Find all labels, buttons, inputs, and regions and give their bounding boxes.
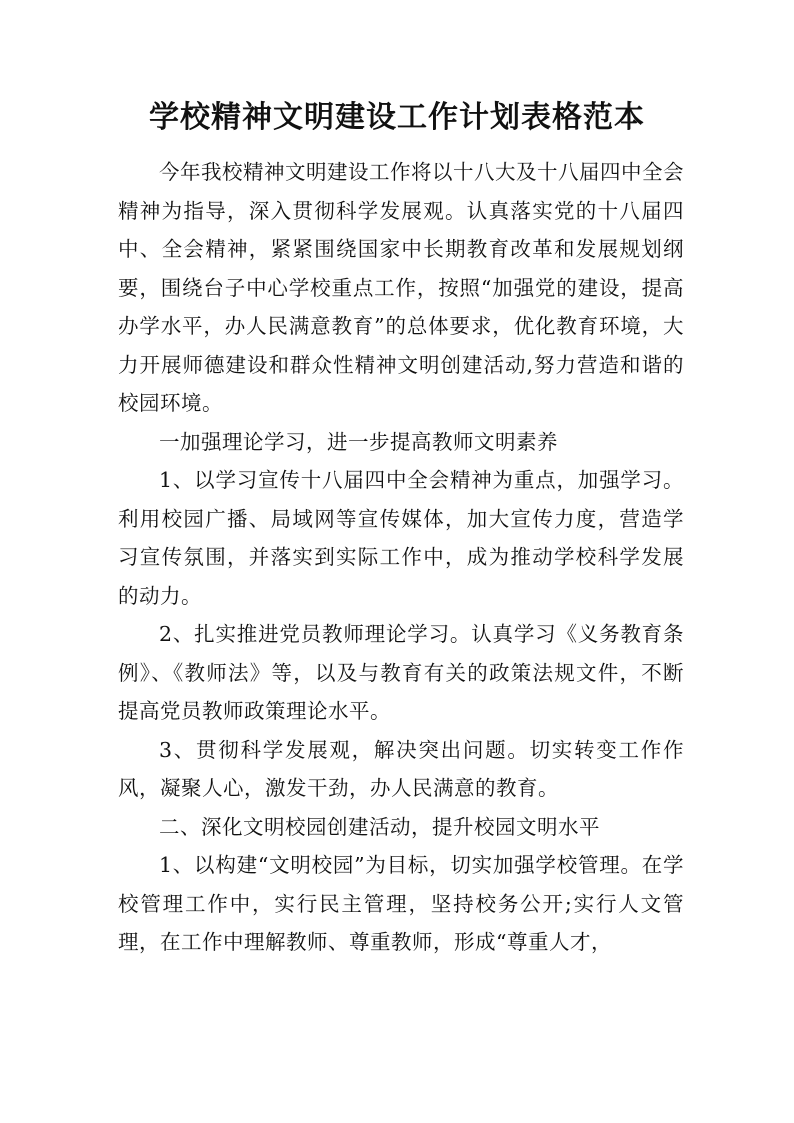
paragraph-item: 1、以构建“文明校园”为目标，切实加强学校管理。在学校管理工作中，实行民主管理，坚持校务公开;实行人文管理，在工作中理解教师、尊重教师，形成“尊重人才，: [118, 853, 684, 954]
paragraph-item: 2、扎实推进党员教师理论学习。认真学习《义务教育条例》、《教师法》等，以及与教育有关的政策法规文件，不断提高党员教师政策理论水平。: [118, 622, 684, 723]
paragraph-item: 1、以学习宣传十八届四中全会精神为重点，加强学习。利用校园广播、局域网等宣传媒体，加大宣传力度，营造学习宣传氛围，并落实到实际工作中，成为推动学校科学发展的动力。: [118, 468, 684, 608]
section-heading-2: 二、深化文明校园创建活动，提升校园文明水平: [159, 814, 600, 839]
paragraph-item: 3、贯彻科学发展观，解决突出问题。切实转变工作作风，凝聚人心，激发干劲，办人民满意的教育。: [118, 737, 684, 800]
paragraph-intro: 今年我校精神文明建设工作将以十八大及十八届四中全会精神为指导，深入贯彻科学发展观。认真落实党的十八届四中、全会精神，紧紧围绕国家中长期教育改革和发展规划纲要，围绕台子中心学校重点工作，按照“加强党的建设，提高办学水平，办人民满意教育”的总体要求，优化教育环境，大力开展师德建设和群众性精神文明创建活动,努力营造和谐的校园环境。: [118, 160, 684, 415]
document-title: 学校精神文明建设工作计划表格范本: [149, 100, 645, 135]
section-heading-1: 一加强理论学习，进一步提高教师文明素养: [159, 429, 558, 454]
document-body: [118, 153, 684, 962]
